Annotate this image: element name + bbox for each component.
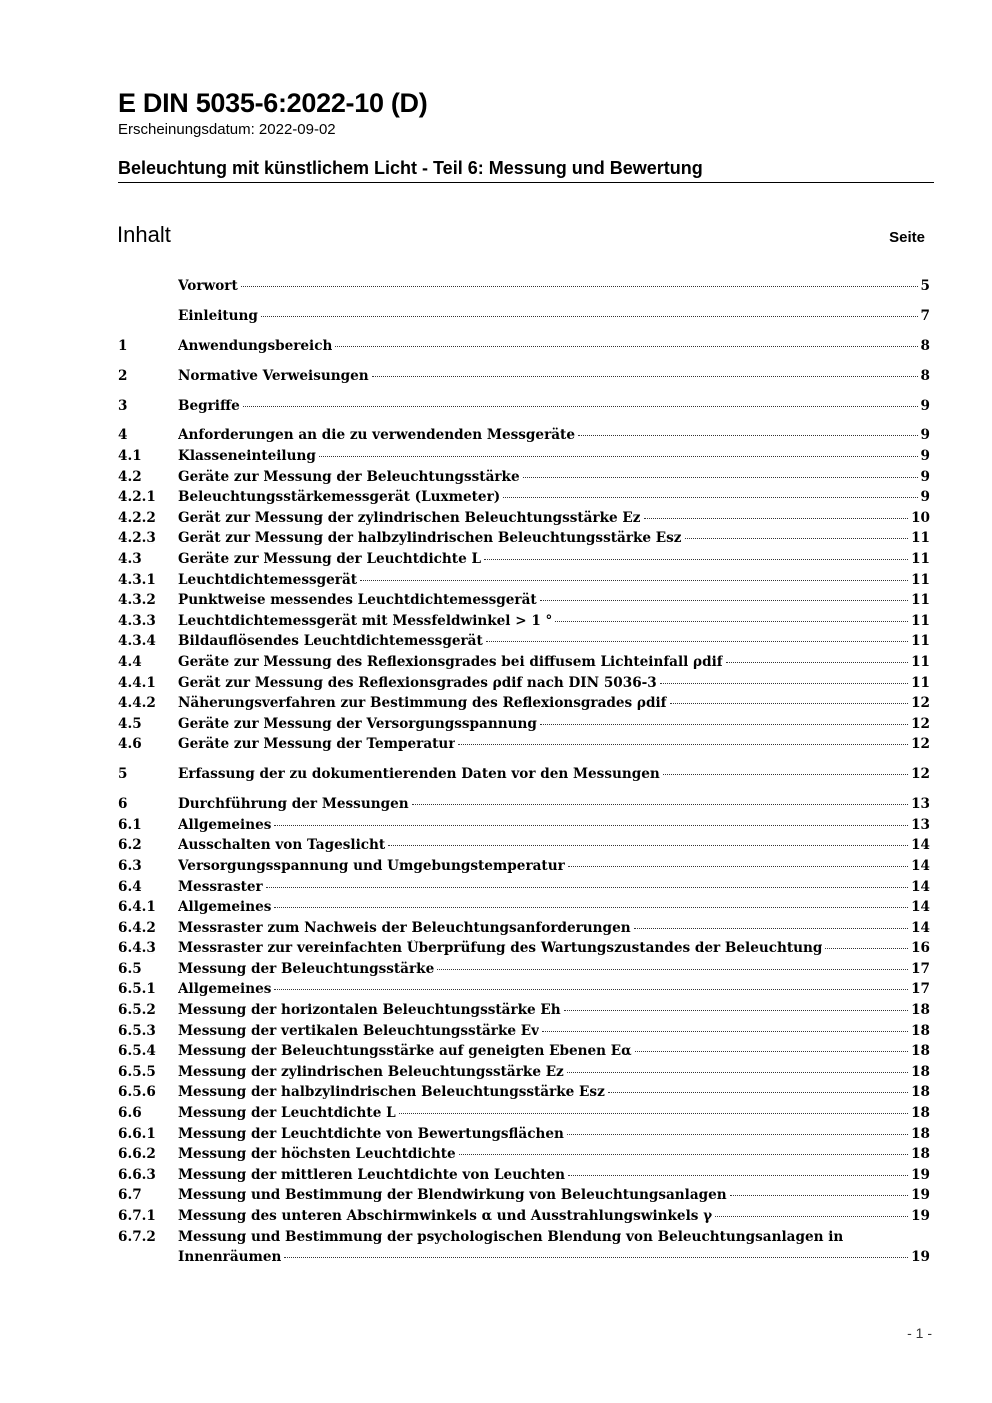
toc-entry-number: 6: [118, 796, 128, 813]
toc-entry-leader: [360, 580, 908, 581]
toc-entry-leader: [685, 538, 909, 539]
toc-entry[interactable]: [118, 1043, 930, 1064]
toc-entry-leader: [284, 1257, 908, 1258]
toc-entry-number: 4.2.1: [118, 489, 156, 506]
toc-entry-title: Leuchtdichtemessgerät: [178, 571, 358, 588]
toc-entry-title: Allgemeines: [178, 816, 272, 833]
toc-entry-title: Begriffe: [178, 397, 240, 414]
toc-entry[interactable]: [118, 837, 930, 858]
toc-entry-title: Messraster zum Nachweis der Beleuchtungsanforderungen: [178, 919, 631, 936]
toc-entry-title: Messraster zur vereinfachten Überprüfung des Wartungszustandes der Beleuchtung: [178, 940, 823, 957]
toc-entry-page: 17: [911, 960, 930, 977]
toc-entry-page: 18: [911, 1105, 930, 1122]
toc-entry-page: 9: [920, 448, 930, 465]
toc-entry-number: 4.6: [118, 736, 142, 753]
toc-entry-number: 6.7.2: [118, 1228, 156, 1245]
toc-entry-title: Geräte zur Messung der Versorgungsspannung: [178, 715, 537, 732]
toc-entry-title: Bildauflösendes Leuchtdichtemessgerät: [178, 633, 483, 650]
publication-date: Erscheinungsdatum: 2022-09-02: [118, 121, 336, 138]
toc-entry[interactable]: [118, 1187, 930, 1208]
toc-entry[interactable]: [118, 613, 930, 634]
toc-entry-title: Erfassung der zu dokumentierenden Daten vor den Messungen: [178, 766, 660, 783]
toc-entry-page: 18: [911, 1002, 930, 1019]
toc-entry-number: 4.2.2: [118, 509, 156, 526]
toc-entry-title: Gerät zur Messung des Reflexionsgrades ρdif nach DIN 5036-3: [178, 674, 657, 691]
toc-entry[interactable]: [118, 766, 930, 787]
toc-entry[interactable]: [118, 489, 930, 510]
toc-entry-page: 9: [920, 397, 930, 414]
toc-entry-number: 3: [118, 397, 128, 414]
toc-entry-leader: [274, 907, 908, 908]
toc-entry[interactable]: [118, 1023, 930, 1044]
toc-entry-page: 8: [920, 337, 930, 354]
toc-entry-number: 4.3.4: [118, 633, 156, 650]
toc-entry-leader: [319, 456, 918, 457]
toc-entry-title-continuation: Innenräumen: [178, 1249, 282, 1266]
toc-entry-page: 11: [911, 551, 930, 568]
toc-entry-leader: [459, 1154, 908, 1155]
toc-entry-number: 6.5: [118, 960, 142, 977]
toc-entry-page: 5: [920, 278, 930, 294]
toc-entry-page: 13: [911, 796, 930, 813]
toc-entry-page: 9: [920, 427, 930, 444]
toc-entry-number: 6.6.1: [118, 1125, 156, 1142]
toc-entry[interactable]: [118, 736, 930, 757]
toc-entry-number: 4.4.2: [118, 695, 156, 712]
toc-entry-leader: [372, 376, 918, 377]
toc-entry-leader: [540, 600, 908, 601]
toc-entry[interactable]: [118, 858, 930, 879]
toc-entry-leader: [644, 518, 909, 519]
toc-entry-leader: [412, 804, 908, 805]
toc-entry-page: 18: [911, 1022, 930, 1039]
toc-entry-page: 9: [920, 468, 930, 485]
toc-entry-title: Messung der Leuchtdichte von Bewertungsflächen: [178, 1125, 564, 1142]
toc-entry-number: 6.1: [118, 816, 142, 833]
toc-entry-number: 6.6.2: [118, 1146, 156, 1163]
toc-entry[interactable]: [118, 1167, 930, 1188]
toc-entry-leader: [437, 969, 908, 970]
toc-entry-leader: [274, 989, 908, 990]
toc-entry-leader: [568, 866, 908, 867]
toc-entry-title: Messung der mittleren Leuchtdichte von Leuchten: [178, 1166, 566, 1183]
toc-entry-page: 8: [920, 367, 930, 384]
toc-entry-title: Messung der zylindrischen Beleuchtungsstärke Ez: [178, 1063, 564, 1080]
toc-entry-title: Ausschalten von Tageslicht: [178, 837, 386, 854]
toc-entry[interactable]: [118, 338, 930, 359]
toc-entry[interactable]: [118, 1249, 930, 1270]
toc-entry-leader: [825, 948, 908, 949]
toc-entry[interactable]: [118, 1146, 930, 1167]
toc-entry-page: 18: [911, 1043, 930, 1060]
toc-entry-number: 4: [118, 427, 128, 444]
toc-entry[interactable]: [118, 1126, 930, 1147]
toc-entry-page: 18: [911, 1125, 930, 1142]
toc-entry-title: Vorwort: [178, 278, 238, 294]
toc-entry-number: 6.5.4: [118, 1043, 156, 1060]
toc-entry-page: 12: [911, 736, 930, 753]
table-of-contents: [118, 278, 930, 1270]
toc-entry-number: 6.2: [118, 837, 142, 854]
toc-entry[interactable]: [118, 716, 930, 737]
toc-entry-leader: [542, 1031, 908, 1032]
toc-entry-leader: [399, 1113, 908, 1114]
toc-entry-number: 6.4.2: [118, 919, 156, 936]
toc-entry-leader: [503, 497, 917, 498]
toc-entry-page: 11: [911, 674, 930, 691]
toc-entry-title: Messraster: [178, 878, 263, 895]
toc-entry-title: Anforderungen an die zu verwendenden Messgeräte: [178, 427, 575, 444]
toc-entry-leader: [486, 641, 908, 642]
toc-entry-leader: [243, 406, 918, 407]
toc-entry[interactable]: [118, 940, 930, 961]
document-title: Beleuchtung mit künstlichem Licht - Teil 6: Messung und Bewertung: [118, 158, 703, 178]
toc-entry-title: Messung des unteren Abschirmwinkels α und Ausstrahlungswinkels γ: [178, 1208, 713, 1225]
toc-entry-page: 14: [911, 837, 930, 854]
toc-entry[interactable]: [118, 308, 930, 329]
toc-entry-title: Messung und Bestimmung der psychologischen Blendung von Beleuchtungsanlagen in: [178, 1228, 844, 1245]
toc-entry[interactable]: [118, 1064, 930, 1085]
toc-entry[interactable]: [118, 551, 930, 572]
toc-entry-title: Messung der halbzylindrischen Beleuchtungsstärke Esz: [178, 1084, 605, 1101]
toc-entry[interactable]: [118, 572, 930, 593]
toc-entry-number: 6.3: [118, 857, 142, 874]
toc-entry[interactable]: [118, 899, 930, 920]
toc-entry-title: Allgemeines: [178, 899, 272, 916]
toc-entry-title: Klasseneinteilung: [178, 448, 316, 465]
toc-entry-leader: [388, 845, 908, 846]
toc-entry-page: 19: [911, 1249, 930, 1266]
toc-entry[interactable]: [118, 427, 930, 448]
toc-entry-page: 18: [911, 1084, 930, 1101]
toc-entry[interactable]: [118, 278, 930, 299]
toc-entry-title: Beleuchtungsstärkemessgerät (Luxmeter): [178, 489, 501, 506]
toc-entry-page: 11: [911, 633, 930, 650]
toc-entry-leader: [335, 346, 917, 347]
toc-entry-title: Messung und Bestimmung der Blendwirkung von Beleuchtungsanlagen: [178, 1187, 727, 1204]
toc-entry[interactable]: [118, 879, 930, 900]
toc-entry[interactable]: [118, 1002, 930, 1023]
toc-entry-leader: [670, 703, 909, 704]
toc-entry-title: Geräte zur Messung des Reflexionsgrades bei diffusem Lichteinfall ρdif: [178, 653, 723, 670]
toc-entry-title: Messung der Beleuchtungsstärke auf geneigten Ebenen Eα: [178, 1043, 632, 1060]
toc-entry-page: 11: [911, 530, 930, 547]
toc-entry-title: Näherungsverfahren zur Bestimmung des Reflexionsgrades ρdif: [178, 695, 667, 712]
toc-entry-page: 14: [911, 857, 930, 874]
toc-entry-title: Normative Verweisungen: [178, 367, 369, 384]
toc-entry[interactable]: [118, 398, 930, 419]
toc-entry-number: 4.3.2: [118, 592, 156, 609]
toc-entry-leader: [660, 683, 908, 684]
toc-entry-title: Messung der Beleuchtungsstärke: [178, 960, 435, 977]
document-id: E DIN 5035-6:2022-10 (D): [118, 88, 428, 118]
toc-entry-title: Gerät zur Messung der halbzylindrischen Beleuchtungsstärke Esz: [178, 530, 682, 547]
toc-entry[interactable]: [118, 530, 930, 551]
title-divider: [118, 182, 934, 183]
toc-entry-page: 12: [911, 695, 930, 712]
toc-entry[interactable]: [118, 368, 930, 389]
toc-entry-title: Allgemeines: [178, 981, 272, 998]
toc-entry-page: 11: [911, 592, 930, 609]
toc-entry[interactable]: [118, 695, 930, 716]
toc-entry-leader: [458, 744, 908, 745]
toc-entry-leader: [274, 825, 908, 826]
toc-entry-leader: [634, 928, 908, 929]
toc-entry-number: 6.5.6: [118, 1084, 156, 1101]
toc-entry-leader: [555, 621, 908, 622]
toc-entry-page: 19: [911, 1166, 930, 1183]
toc-entry[interactable]: [118, 1105, 930, 1126]
toc-entry-leader: [266, 887, 908, 888]
toc-entry-number: 6.7: [118, 1187, 142, 1204]
toc-entry-number: 4.2.3: [118, 530, 156, 547]
toc-entry-number: 6.5.3: [118, 1022, 156, 1039]
toc-entry[interactable]: [118, 796, 930, 817]
toc-entry-number: 6.6.3: [118, 1166, 156, 1183]
toc-entry-title: Versorgungsspannung und Umgebungstemperatur: [178, 857, 565, 874]
page-number: - 1 -: [907, 1325, 932, 1341]
toc-entry-page: 18: [911, 1063, 930, 1080]
toc-entry-title: Messung der Leuchtdichte L: [178, 1105, 396, 1122]
toc-entry-leader: [241, 286, 918, 287]
toc-entry-title: Geräte zur Messung der Temperatur: [178, 736, 456, 753]
toc-entry-leader: [564, 1010, 908, 1011]
toc-entry[interactable]: [118, 1229, 930, 1250]
toc-entry-page: 19: [911, 1187, 930, 1204]
toc-entry-title: Punktweise messendes Leuchtdichtemessgerät: [178, 592, 537, 609]
toc-entry-number: 4.5: [118, 715, 142, 732]
toc-entry[interactable]: [118, 1208, 930, 1229]
toc-entry-title: Einleitung: [178, 307, 258, 324]
toc-entry-number: 4.3.3: [118, 612, 156, 629]
toc-entry-number: 5: [118, 766, 128, 783]
toc-entry-leader: [608, 1092, 908, 1093]
toc-entry-page: 11: [911, 612, 930, 629]
toc-entry-page: 9: [920, 489, 930, 506]
toc-entry-leader: [567, 1134, 908, 1135]
toc-entry-leader: [261, 316, 918, 317]
toc-entry-number: 6.5.1: [118, 981, 156, 998]
toc-entry[interactable]: [118, 448, 930, 469]
toc-entry[interactable]: [118, 633, 930, 654]
toc-entry-number: 6.6: [118, 1105, 142, 1122]
toc-entry[interactable]: [118, 654, 930, 675]
toc-entry-number: 4.3.1: [118, 571, 156, 588]
toc-entry-page: 7: [920, 307, 930, 324]
toc-entry-number: 4.3: [118, 551, 142, 568]
toc-entry-number: 6.4.1: [118, 899, 156, 916]
toc-entry-page: 14: [911, 899, 930, 916]
toc-entry-page: 19: [911, 1208, 930, 1225]
toc-entry-number: 4.4: [118, 653, 142, 670]
toc-entry-leader: [726, 662, 908, 663]
toc-entry-page: 10: [911, 509, 930, 526]
toc-entry-page: 14: [911, 919, 930, 936]
toc-entry-leader: [567, 1072, 908, 1073]
toc-entry-leader: [715, 1216, 908, 1217]
toc-entry-title: Geräte zur Messung der Beleuchtungsstärke: [178, 468, 520, 485]
toc-entry-leader: [484, 559, 908, 560]
toc-entry-leader: [635, 1051, 908, 1052]
toc-entry-number: 1: [118, 337, 128, 354]
toc-entry-number: 4.1: [118, 448, 142, 465]
toc-entry-title: Messung der horizontalen Beleuchtungsstärke Eh: [178, 1002, 561, 1019]
toc-entry-number: 6.4: [118, 878, 142, 895]
toc-entry-title: Durchführung der Messungen: [178, 796, 409, 813]
toc-entry-page: 14: [911, 878, 930, 895]
toc-entry-number: 6.5.5: [118, 1063, 156, 1080]
toc-entry-leader: [523, 477, 918, 478]
toc-entry[interactable]: [118, 817, 930, 838]
toc-entry-page: 13: [911, 816, 930, 833]
toc-entry-page: 18: [911, 1146, 930, 1163]
toc-entry-leader: [568, 1175, 908, 1176]
toc-entry-number: 6.5.2: [118, 1002, 156, 1019]
toc-entry-title: Messung der vertikalen Beleuchtungsstärke Ev: [178, 1022, 540, 1039]
toc-entry-title: Geräte zur Messung der Leuchtdichte L: [178, 551, 482, 568]
toc-heading: Inhalt: [117, 222, 171, 247]
toc-entry[interactable]: [118, 510, 930, 531]
toc-entry[interactable]: [118, 961, 930, 982]
toc-entry-number: 6.4.3: [118, 940, 156, 957]
toc-entry-page: 11: [911, 653, 930, 670]
toc-entry[interactable]: [118, 920, 930, 941]
toc-entry-leader: [730, 1195, 908, 1196]
toc-entry-title: Messung der höchsten Leuchtdichte: [178, 1146, 456, 1163]
toc-entry[interactable]: [118, 469, 930, 490]
toc-entry-page: 12: [911, 766, 930, 783]
toc-entry-number: 4.4.1: [118, 674, 156, 691]
toc-entry-page: 17: [911, 981, 930, 998]
toc-entry-leader: [578, 435, 918, 436]
toc-entry-leader: [540, 724, 908, 725]
toc-entry-page: 12: [911, 715, 930, 732]
toc-entry[interactable]: [118, 675, 930, 696]
toc-entry-page: 16: [911, 940, 930, 957]
toc-entry-number: 2: [118, 367, 128, 384]
toc-entry[interactable]: [118, 592, 930, 613]
toc-entry-number: 4.2: [118, 468, 142, 485]
toc-entry[interactable]: [118, 1084, 930, 1105]
toc-entry-leader: [663, 774, 908, 775]
toc-entry-title: Gerät zur Messung der zylindrischen Beleuchtungsstärke Ez: [178, 509, 641, 526]
toc-entry[interactable]: [118, 981, 930, 1002]
toc-page-column-heading: Seite: [889, 229, 925, 246]
toc-entry-page: 11: [911, 571, 930, 588]
toc-entry-title: Leuchtdichtemessgerät mit Messfeldwinkel > 1 °: [178, 612, 553, 629]
toc-entry-number: 6.7.1: [118, 1208, 156, 1225]
toc-entry-title: Anwendungsbereich: [178, 337, 333, 354]
